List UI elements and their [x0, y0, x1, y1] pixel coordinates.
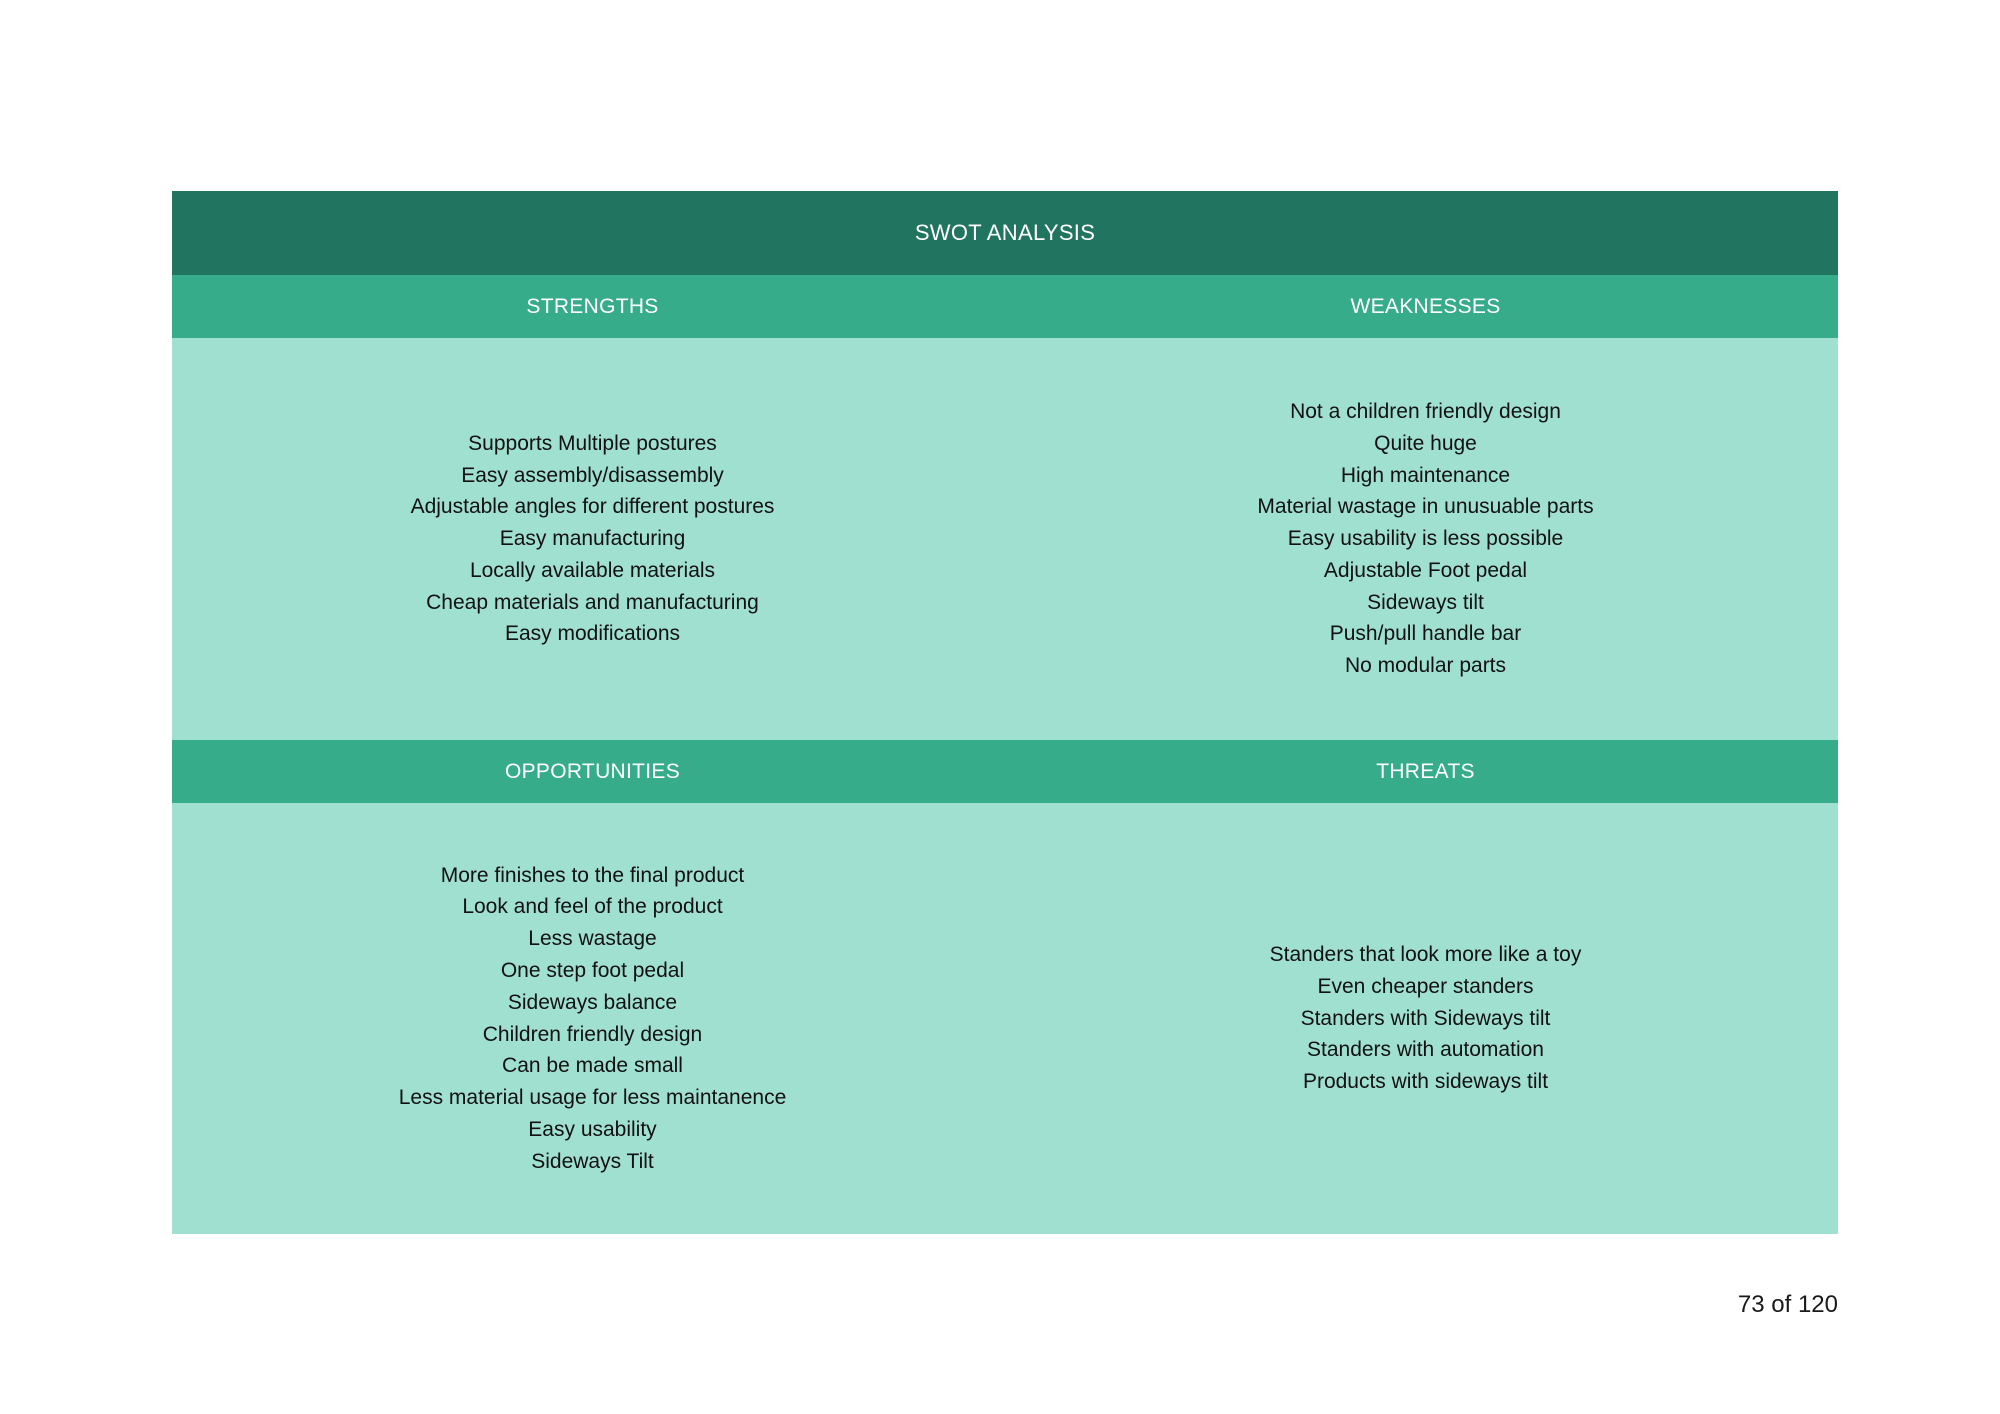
list-item: Standers that look more like a toy — [1269, 943, 1582, 966]
list-item: Less material usage for less maintanence — [398, 1086, 787, 1110]
list-item: Easy modifications — [504, 622, 681, 646]
list-item: High maintenance — [1340, 463, 1511, 487]
list-item: Locally available materials — [469, 558, 716, 582]
list-item: Sideways Tilt — [531, 1149, 654, 1173]
list-item: Sideways tilt — [1367, 590, 1484, 614]
list-item: Less wastage — [528, 927, 657, 951]
weaknesses-header: WEAKNESSES — [1013, 275, 1838, 338]
threats-list — [1270, 939, 1582, 1098]
list-item: Standers with Sideways tilt — [1300, 1006, 1551, 1030]
list-item: More finishes to the final product — [440, 863, 745, 887]
list-item: Cheap materials and manufacturing — [426, 590, 759, 614]
list-item: Can be made small — [502, 1054, 683, 1078]
list-item: Material wastage in unusuable parts — [1257, 495, 1594, 519]
list-item: Products with sideways tilt — [1302, 1070, 1549, 1094]
list-item: Easy assembly/disassembly — [461, 463, 724, 487]
strengths-header: STRENGTHS — [172, 275, 1013, 338]
list-item: Look and feel of the product — [462, 895, 723, 919]
list-item: Sideways balance — [507, 990, 678, 1014]
list-item: Easy usability — [528, 1117, 657, 1141]
list-item: One step foot pedal — [500, 958, 685, 982]
opportunities-list — [399, 860, 787, 1178]
list-item: Quite huge — [1374, 431, 1477, 455]
list-item: Adjustable angles for different postures — [410, 495, 775, 519]
opportunities-header: OPPORTUNITIES — [172, 740, 1013, 803]
page-number: 73 of 120 — [1737, 1291, 1838, 1318]
list-item: Easy usability is less possible — [1287, 527, 1564, 551]
list-item: Adjustable Foot pedal — [1323, 558, 1528, 582]
list-item: Supports Multiple postures — [468, 431, 717, 455]
strengths-body — [172, 338, 1013, 740]
threats-body — [1013, 803, 1838, 1234]
list-item: Push/pull handle bar — [1329, 622, 1522, 646]
list-item: Children friendly design — [482, 1022, 703, 1046]
swot-table — [172, 191, 1838, 1234]
list-item: Standers with automation — [1307, 1038, 1544, 1062]
list-item: Easy manufacturing — [499, 527, 686, 551]
threats-header: THREATS — [1013, 740, 1838, 803]
opportunities-body — [172, 803, 1013, 1234]
weaknesses-body — [1013, 338, 1838, 740]
list-item: Not a children friendly design — [1290, 399, 1561, 423]
strengths-list — [411, 428, 775, 651]
weaknesses-list — [1257, 396, 1593, 682]
swot-title: SWOT ANALYSIS — [172, 191, 1838, 275]
list-item: No modular parts — [1344, 654, 1507, 678]
list-item: Even cheaper standers — [1317, 974, 1534, 998]
